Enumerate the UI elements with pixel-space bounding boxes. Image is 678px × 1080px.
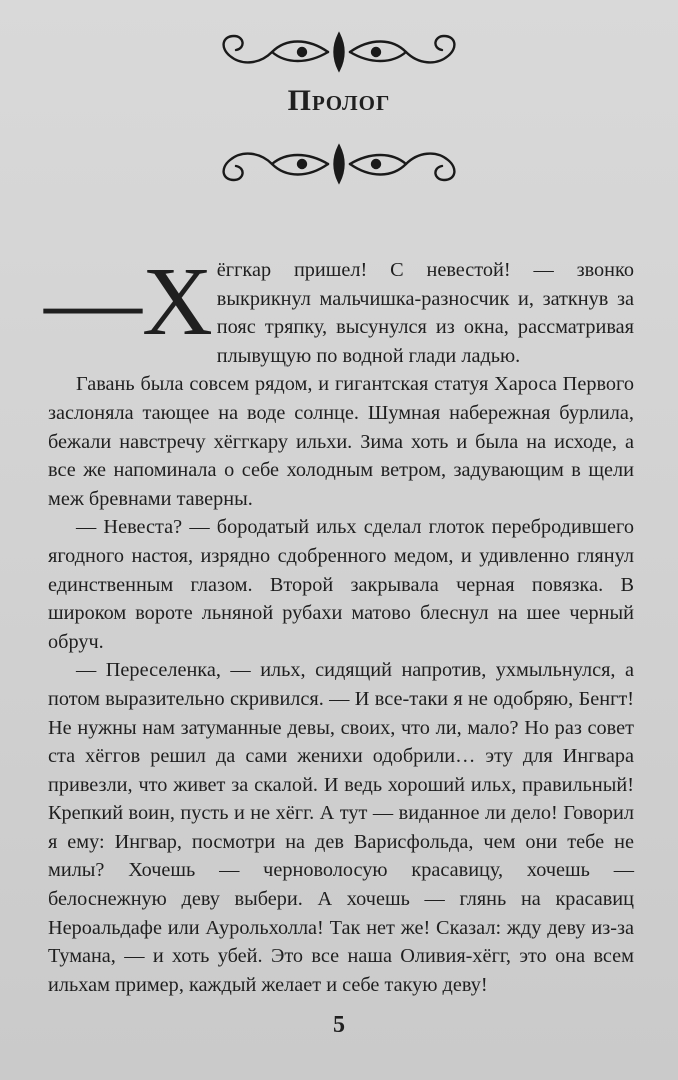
paragraph-1-text: ёггкар пришел! С невестой! — звонко выкрикнул мальчишка-разносчик и, заткнув за пояс тряпку, высунулся из окна, рассматривая плывущую по водной глади ладью. <box>216 259 634 367</box>
chapter-title: Пролог <box>287 84 391 117</box>
paragraph-4: — Переселенка, — ильх, сидящий напротив, ухмыльнулся, а потом выразительно скривился. — И все-таки я не одобряю, Бенгт! Не нужны нам затуманные девы, своих, что ли, мало? Но раз совет ста хёггов решил да сами женихи одобрили… эту для Ингвара привезли, что живет за скалой. И ведь хороший ильх, правильный! Крепкий воин, пусть и не хёгг. А тут — виданное ли дело! Говорил я ему: Ингвар, посмотри на дев Варисфольда, чем они тебе не милы? Хочешь — черноволосую красавицу, хочешь — белоснежную деву выбери. А хочешь — глянь на красавиц Нероальдафе или Аурольхолла! Так нет же! Сказал: жду деву из-за Тумана, — и хоть убей. Это все наша Оливия-хёгг, это она всем ильхам пример, каждый желает и себе такую деву! <box>48 659 634 996</box>
paragraph-2: Гавань была совсем рядом, и гигантская статуя Хароса Первого заслоняла тающее на воде солнце. Шумная набережная бурлила, бежали навстречу хёггкару ильхи. Зима хоть и была на исходе, а все же напоминала о себе холодным ветром, задувающим в щели меж бревнами таверны. <box>48 373 634 510</box>
flourish-ornament-bottom <box>208 140 470 188</box>
body-text <box>44 248 634 999</box>
paragraph-1 <box>44 248 634 370</box>
drop-cap: —Х <box>44 248 213 356</box>
page-number: 5 <box>333 1012 345 1038</box>
paragraph-3: — Невеста? — бородатый ильх сделал глоток перебродившего ягодного настоя, изрядно сдобренного медом, и удивленно глянул единственным глазом. Второй закрывала черная повязка. В широком вороте льняной рубахи матово блеснул на шее черный обруч. <box>48 516 634 653</box>
flourish-ornament-top <box>208 28 470 76</box>
